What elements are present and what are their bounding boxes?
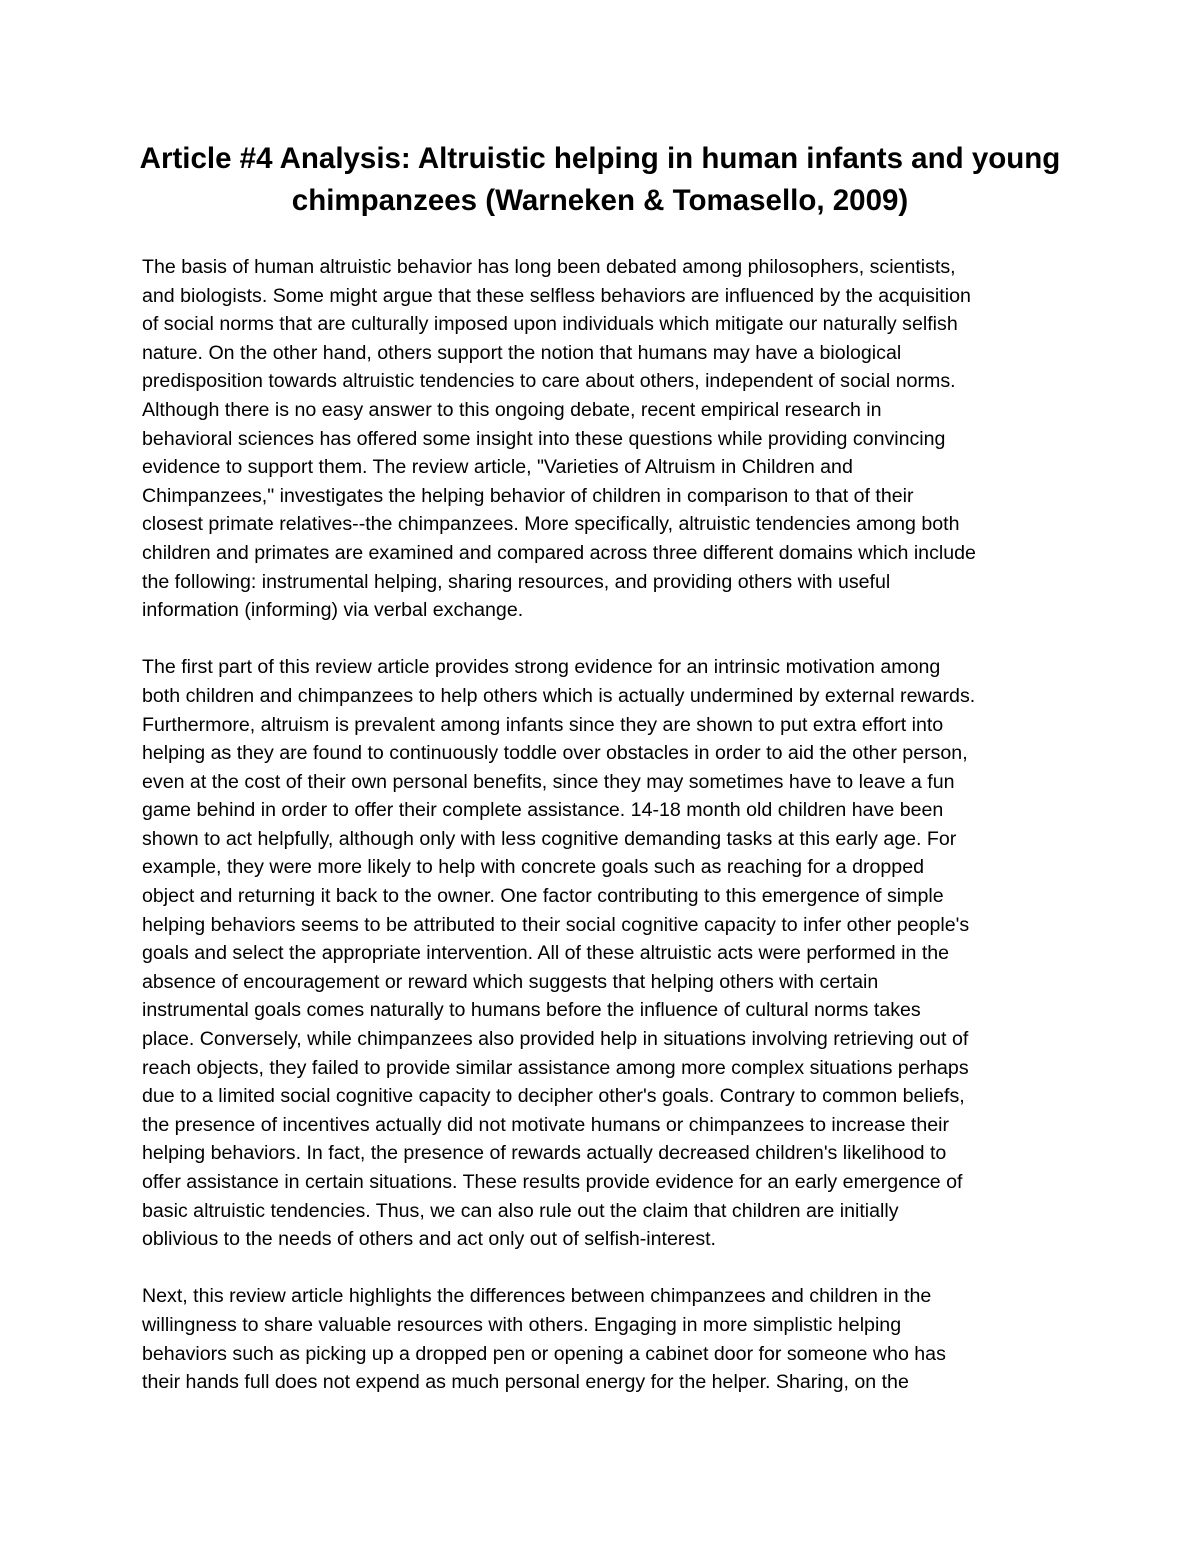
paragraph-intro: The basis of human altruistic behavior has long been debated among philosophers, scientists, and biologists. Some might argue that these selfless behaviors are influenced by the acquisition of social norms that are culturally imposed upon individuals which mitigate our naturally selfish nature. On the other hand, others support the notion that humans may have a biological predisposition towards altruistic tendencies to care about others, independent of social norms. Although there is no easy answer to this ongoing debate, recent empirical research in behavioral sciences has offered some insight into these questions while providing convincing evidence to support them. The review article, "Varieties of Altruism in Children and Chimpanzees," investigates the helping behavior of children in comparison to that of their closest primate relatives--the chimpanzees. More specifically, altruistic tendencies among both children and primates are examined and compared across three different domains which include the following: instrumental helping, sharing resources, and providing others with useful information (informing) via verbal exchange. <box>142 256 976 622</box>
document-body <box>142 253 1082 1425</box>
paragraph-sharing-resources: Next, this review article highlights the differences between chimpanzees and children in the willingness to share valuable resources with others. Engaging in more simplistic helping behaviors such as picking up a dropped pen or opening a cabinet door for someone who has their hands full does not expend as much personal energy for the helper. Sharing, on the <box>142 1285 946 1394</box>
page-title: Article #4 Analysis: Altruistic helping in human infants and young chimpanzees (Warneken & Tomasello, 2009) <box>139 142 1061 217</box>
paragraph-instrumental-helping: The first part of this review article provides strong evidence for an intrinsic motivation among both children and chimpanzees to help others which is actually undermined by external rewards. Furthermore, altruism is prevalent among infants since they are shown to put extra effort into helping as they are found to continuously toddle over obstacles in order to aid the other person, even at the cost of their own personal benefits, since they may sometimes have to leave a fun game behind in order to offer their complete assistance. 14-18 month old children have been shown to act helpfully, although only with less cognitive demanding tasks at this early age. For example, they were more likely to help with concrete goals such as reaching for a dropped object and returning it back to the owner. One factor contributing to this emergence of simple helping behaviors seems to be attributed to their social cognitive capacity to infer other people's goals and select the appropriate intervention. All of these altruistic acts were performed in the absence of encouragement or reward which suggests that helping others with certain instrumental goals comes naturally to humans before the influence of cultural norms takes place. Conversely, while chimpanzees also provided help in situations involving retrieving out of reach objects, they failed to provide similar assistance among more complex situations perhaps due to a limited social cognitive capacity to decipher other's goals. Contrary to common beliefs, the presence of incentives actually did not motivate humans or chimpanzees to increase their helping behaviors. In fact, the presence of rewards actually decreased children's likelihood to offer assistance in certain situations. These results provide evidence for an early emergence of basic altruistic tendencies. Thus, we can also rule out the claim that children are initially oblivious to the needs of others and act only out of selfish-interest. <box>142 656 976 1251</box>
